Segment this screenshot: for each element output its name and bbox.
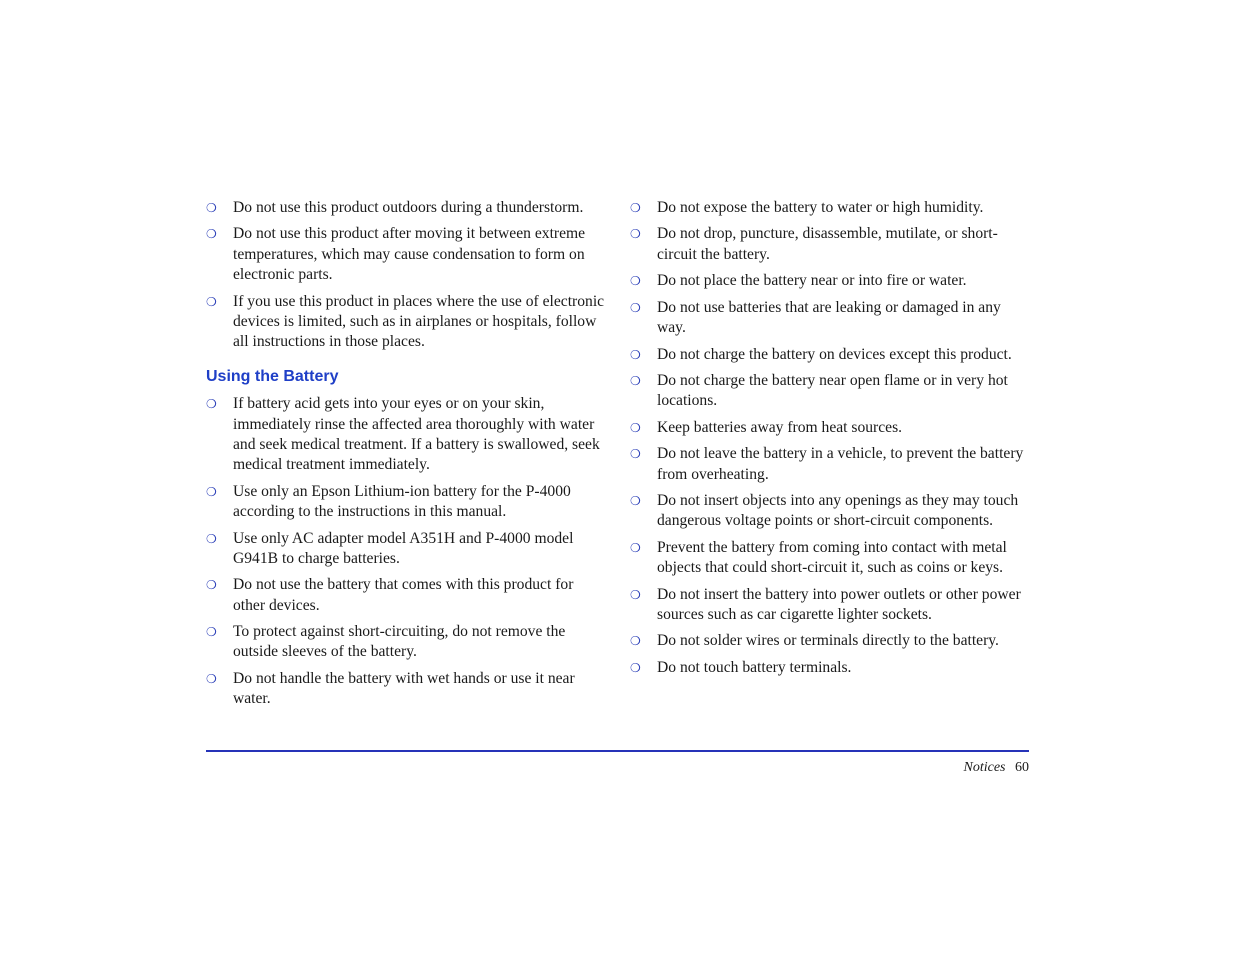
bullet-list-battery (206, 394, 606, 709)
list-item (630, 371, 1030, 412)
left-column (206, 198, 606, 716)
hollow-circle-bullet-icon: ❍ (206, 625, 217, 640)
list-item-text: Do not insert the battery into power outlets or other power sources such as car cigarette lighter sockets. (657, 585, 1021, 623)
list-item (206, 292, 606, 353)
list-item-text: Do not charge the battery near open flame or in very hot locations. (657, 372, 1008, 410)
list-item (630, 345, 1030, 365)
page-footer (964, 760, 1030, 776)
list-item-text: Do not insert objects into any openings as they may touch dangerous voltage points or short-circuit components. (657, 492, 1019, 530)
list-item-text: Use only AC adapter model A351H and P-4000 model G941B to charge batteries. (233, 529, 574, 567)
hollow-circle-bullet-icon: ❍ (206, 201, 217, 215)
list-item (206, 622, 606, 663)
list-item-text: Do not use this product after moving it between extreme temperatures, which may cause condensation to form on electronic parts. (233, 225, 586, 284)
list-item (206, 394, 606, 475)
hollow-circle-bullet-icon: ❍ (206, 531, 217, 546)
hollow-circle-bullet-icon: ❍ (206, 397, 217, 412)
list-item-text: Do not charge the battery on devices except this product. (657, 345, 1012, 363)
bullet-list-battery-continued (630, 198, 1030, 678)
list-item-text: Do not expose the battery to water or high humidity. (657, 199, 984, 216)
list-item-text: Do not handle the battery with wet hands or use it near water. (233, 669, 575, 708)
list-item (630, 585, 1030, 626)
hollow-circle-bullet-icon: ❍ (206, 227, 217, 242)
hollow-circle-bullet-icon: ❍ (630, 494, 641, 509)
list-item (630, 418, 1030, 438)
list-item (206, 669, 606, 710)
list-item (206, 198, 606, 218)
list-item-text: Use only an Epson Lithium-ion battery for the P-4000 according to the instructions in this manual. (233, 482, 571, 521)
list-item-text: If battery acid gets into your eyes or on your skin, immediately rinse the affected area thoroughly with water and seek medical treatment. If a battery is swallowed, seek medical treatment immediately. (233, 395, 600, 474)
list-item (630, 538, 1030, 579)
list-item-text: Do not solder wires or terminals directly to the battery. (657, 632, 999, 650)
hollow-circle-bullet-icon: ❍ (630, 274, 641, 289)
page-number: 60 (1015, 760, 1029, 775)
section-heading: Using the Battery (206, 368, 339, 386)
hollow-circle-bullet-icon: ❍ (630, 634, 641, 649)
list-item (630, 444, 1030, 485)
list-item-text: If you use this product in places where the use of electronic devices is limited, such as in airplanes or hospitals, follow all instructions in those places. (233, 292, 605, 351)
list-item (630, 224, 1030, 265)
list-item (630, 631, 1030, 651)
list-item-text: Prevent the battery from coming into contact with metal objects that could short-circuit it, such as coins or keys. (657, 538, 1007, 577)
hollow-circle-bullet-icon: ❍ (206, 578, 217, 593)
hollow-circle-bullet-icon: ❍ (630, 300, 641, 315)
hollow-circle-bullet-icon: ❍ (630, 420, 641, 435)
list-item-text: To protect against short-circuiting, do not remove the outside sleeves of the battery. (233, 623, 566, 661)
list-item (206, 482, 606, 523)
list-item-text: Keep batteries away from heat sources. (657, 418, 903, 436)
hollow-circle-bullet-icon: ❍ (206, 671, 217, 686)
hollow-circle-bullet-icon: ❍ (630, 227, 641, 242)
hollow-circle-bullet-icon: ❍ (630, 660, 641, 675)
list-item (630, 271, 1030, 291)
list-item-text: Do not place the battery near or into fire or water. (657, 272, 967, 290)
list-item-text: Do not use the battery that comes with this product for other devices. (233, 576, 574, 614)
list-item-text: Do not leave the battery in a vehicle, to prevent the battery from overheating. (657, 445, 1024, 483)
hollow-circle-bullet-icon: ❍ (206, 484, 217, 499)
list-item-text: Do not use this product outdoors during a thunderstorm. (233, 199, 584, 216)
hollow-circle-bullet-icon: ❍ (630, 447, 641, 462)
list-item (630, 491, 1030, 532)
list-item (206, 575, 606, 616)
footer-section-title: Notices (963, 760, 1006, 775)
hollow-circle-bullet-icon: ❍ (630, 540, 641, 555)
list-item (630, 658, 1030, 678)
list-item (630, 198, 1030, 218)
list-item-text: Do not touch battery terminals. (657, 658, 852, 676)
footer-divider (206, 750, 1029, 752)
list-item (630, 298, 1030, 339)
hollow-circle-bullet-icon: ❍ (206, 294, 217, 309)
right-column (630, 198, 1030, 684)
hollow-circle-bullet-icon: ❍ (630, 347, 641, 362)
hollow-circle-bullet-icon: ❍ (630, 587, 641, 602)
list-item (206, 224, 606, 285)
list-item-text: Do not drop, puncture, disassemble, mutilate, or short-circuit the battery. (657, 225, 998, 263)
hollow-circle-bullet-icon: ❍ (630, 201, 641, 215)
bullet-list-general (206, 198, 606, 352)
list-item-text: Do not use batteries that are leaking or damaged in any way. (657, 298, 1001, 337)
list-item (206, 529, 606, 570)
hollow-circle-bullet-icon: ❍ (630, 374, 641, 389)
